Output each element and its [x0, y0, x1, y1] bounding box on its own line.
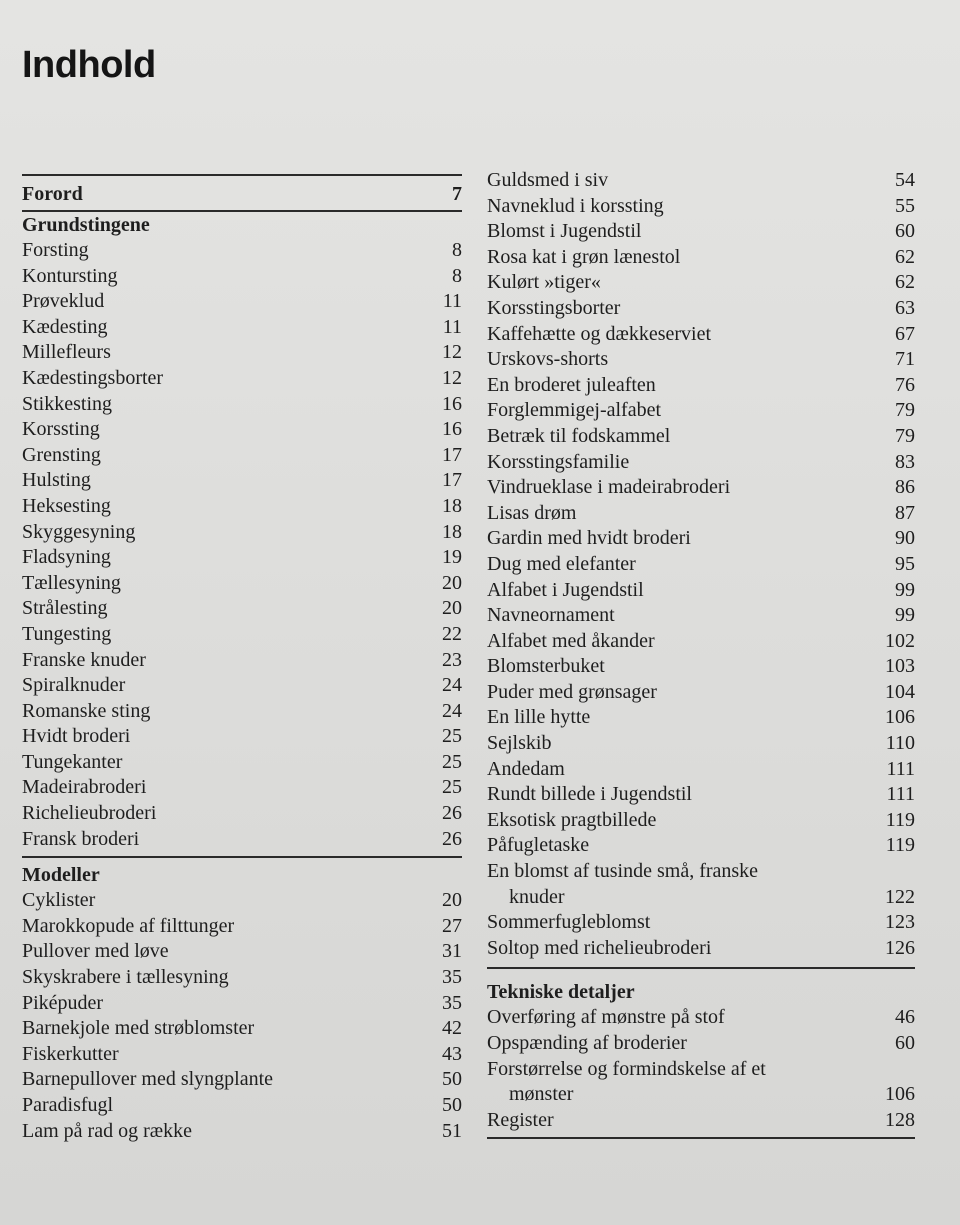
- entry-page: 17: [442, 443, 462, 466]
- entry-page: 20: [442, 889, 462, 912]
- entry-page: 35: [442, 991, 462, 1014]
- entry-page: 18: [442, 520, 462, 543]
- toc-entry: [487, 270, 915, 296]
- toc-entry: [487, 910, 915, 936]
- toc-entry: [22, 648, 462, 674]
- entry-page: 55: [895, 194, 915, 217]
- entry-title-line1: En blomst af tusinde små, franske: [487, 860, 759, 883]
- toc-entry: [22, 914, 462, 940]
- entry-page: 23: [442, 648, 462, 671]
- entry-title: Opspænding af broderier: [487, 1032, 687, 1054]
- entry-title: Alfabet i Jugendstil: [487, 578, 644, 601]
- entry-page: 83: [895, 450, 915, 473]
- toc-entry: [487, 168, 915, 194]
- toc-entry: [487, 808, 915, 834]
- section-heading-tekniske: Tekniske detaljer: [487, 981, 635, 1004]
- entry-title: Eksotisk pragtbillede: [487, 808, 657, 831]
- entry-title: Kulørt »tiger«: [487, 271, 601, 294]
- toc-entry: [487, 578, 915, 604]
- toc-entry: [487, 833, 915, 859]
- entry-title: Guldsmed i siv: [487, 169, 609, 191]
- entry-page: 119: [885, 808, 915, 831]
- entry-title: Blomst i Jugendstil: [487, 220, 642, 243]
- entry-page: 76: [895, 373, 915, 396]
- entry-title: Forsting: [22, 239, 89, 261]
- entry-title: Richelieubroderi: [22, 802, 157, 825]
- entry-page: 103: [885, 655, 915, 678]
- entry-page: 42: [442, 1017, 462, 1040]
- entry-title-line2: knuder: [509, 885, 565, 908]
- entry-title: Dug med elefanter: [487, 552, 636, 575]
- toc-entry: [487, 1031, 915, 1057]
- toc-entry: [487, 629, 915, 655]
- entry-title: Påfugletaske: [487, 834, 590, 857]
- toc-entry: [487, 1005, 915, 1031]
- entry-title: Tællesyning: [22, 571, 121, 594]
- entry-page: 79: [895, 424, 915, 447]
- toc-entry: [22, 366, 462, 392]
- entry-title: Betræk til fodskammel: [487, 424, 671, 447]
- toc-entry: [487, 680, 915, 706]
- toc-entry: [487, 424, 915, 450]
- entry-page: 27: [442, 914, 462, 937]
- entry-title: Kædestingsborter: [22, 366, 164, 389]
- entry-page: 20: [442, 597, 462, 620]
- toc-entry: [22, 801, 462, 827]
- toc-entry: [22, 417, 462, 443]
- entry-title: Prøveklud: [22, 290, 105, 313]
- entry-title: Korsstingsborter: [487, 296, 621, 319]
- entry-title: Register: [487, 1108, 554, 1131]
- entry-page: 60: [895, 220, 915, 243]
- entry-page: 126: [885, 936, 915, 959]
- toc-entry: [22, 1093, 462, 1119]
- entry-title: Korssting: [22, 418, 100, 441]
- toc-entry: [487, 731, 915, 757]
- entry-page: 63: [895, 296, 915, 319]
- entry-title: Blomsterbuket: [487, 655, 605, 678]
- entry-page: 122: [885, 885, 915, 908]
- entry-title: Rundt billede i Jugendstil: [487, 783, 692, 806]
- toc-entry: [22, 1067, 462, 1093]
- entry-title: Tungesting: [22, 622, 112, 645]
- entry-title: Hulsting: [22, 469, 91, 492]
- entry-page: 99: [895, 578, 915, 601]
- entry-page: 54: [895, 169, 915, 191]
- entry-page: 12: [442, 341, 462, 364]
- entry-page: 8: [452, 264, 462, 287]
- entry-page: 102: [885, 629, 915, 652]
- entry-title: Sommerfugleblomst: [487, 911, 651, 934]
- entry-title: Kaffehætte og dækkeserviet: [487, 322, 712, 345]
- entry-page: 90: [895, 527, 915, 550]
- toc-entry: [487, 373, 915, 399]
- entry-title: Spiralknuder: [22, 674, 126, 697]
- toc-entry: [487, 322, 915, 348]
- toc-entry: [487, 603, 915, 629]
- entry-title: Madeirabroderi: [22, 776, 147, 799]
- toc-entry-wrapped: [487, 1057, 915, 1108]
- entry-title: En lille hytte: [487, 706, 591, 729]
- toc-entry: [487, 782, 915, 808]
- entry-title: Navneornament: [487, 604, 615, 627]
- toc-entry: [22, 571, 462, 597]
- toc-entry: [22, 289, 462, 315]
- entry-title: Cyklister: [22, 889, 96, 912]
- entry-title: Alfabet med åkander: [487, 629, 655, 652]
- entry-page: 67: [895, 322, 915, 345]
- entry-page: 46: [895, 1006, 915, 1029]
- tekniske-list: [487, 1005, 915, 1056]
- entry-title: Navneklud i korssting: [487, 194, 664, 217]
- entry-page: 60: [895, 1032, 915, 1054]
- entry-page: 25: [442, 750, 462, 773]
- entry-page: 62: [895, 245, 915, 268]
- entry-page: 128: [885, 1108, 915, 1131]
- toc-entry: [22, 392, 462, 418]
- toc-entry: [22, 699, 462, 725]
- toc-entry: [22, 673, 462, 699]
- toc-entry: [22, 622, 462, 648]
- toc-entry: [487, 705, 915, 731]
- entry-page: 110: [885, 732, 915, 755]
- toc-entry: [22, 1016, 462, 1042]
- toc-entry: [22, 750, 462, 776]
- entry-page: 99: [895, 604, 915, 627]
- entry-title: Vindrueklase i madeirabroderi: [487, 476, 731, 499]
- entry-page: 8: [452, 239, 462, 261]
- entry-page: 11: [442, 315, 462, 338]
- toc-entry: [22, 827, 462, 853]
- entry-title: Korsstingsfamilie: [487, 450, 630, 473]
- entry-title: Urskovs-shorts: [487, 348, 609, 371]
- entry-page: 26: [442, 802, 462, 825]
- entry-title: Fiskerkutter: [22, 1042, 119, 1065]
- entry-title-line2: mønster: [509, 1083, 574, 1106]
- entry-title: Soltop med richelieubroderi: [487, 936, 712, 959]
- entry-page: 25: [442, 725, 462, 748]
- page-title: Indhold: [22, 44, 156, 86]
- section-heading-grundstingene: Grundstingene: [22, 214, 150, 236]
- toc-entry: [487, 526, 915, 552]
- entry-title: Lisas drøm: [487, 501, 577, 524]
- toc-entry: [22, 1042, 462, 1068]
- entry-page: 87: [895, 501, 915, 524]
- modeller-continued-list-end: [487, 910, 915, 961]
- entry-page: 79: [895, 399, 915, 422]
- entry-title: Forord: [22, 183, 83, 205]
- entry-title: Marokkopude af filttunger: [22, 914, 235, 937]
- toc-left-column: [22, 174, 462, 1144]
- toc-entry: [487, 475, 915, 501]
- toc-entry: [487, 398, 915, 424]
- toc-entry: [22, 775, 462, 801]
- toc-entry: [487, 936, 915, 962]
- entry-title: Sejlskib: [487, 732, 552, 755]
- entry-title: Skyskrabere i tællesyning: [22, 966, 229, 989]
- entry-page: 51: [442, 1119, 462, 1142]
- grundstingene-list: [22, 238, 462, 852]
- entry-title: Fladsyning: [22, 546, 111, 569]
- toc-entry: [22, 939, 462, 965]
- entry-page: 17: [442, 469, 462, 492]
- entry-title: Andedam: [487, 757, 565, 780]
- entry-page: 111: [886, 783, 915, 806]
- toc-entry: [487, 219, 915, 245]
- entry-title: Franske knuder: [22, 648, 146, 671]
- toc-entry: [22, 238, 462, 264]
- toc-entry: [22, 991, 462, 1017]
- entry-title-line1: Forstørrelse og formindskelse af et: [487, 1057, 766, 1080]
- entry-page: 86: [895, 476, 915, 499]
- entry-title: Kædesting: [22, 315, 108, 338]
- toc-entry: [487, 245, 915, 271]
- toc-entry: [22, 965, 462, 991]
- toc-entry: [487, 654, 915, 680]
- entry-page: 31: [442, 940, 462, 963]
- entry-page: 50: [442, 1068, 462, 1091]
- entry-page: 62: [895, 271, 915, 294]
- toc-entry: [487, 347, 915, 373]
- entry-title: Barnekjole med strøblomster: [22, 1017, 255, 1040]
- entry-title: Rosa kat i grøn lænestol: [487, 245, 681, 268]
- entry-page: 26: [442, 827, 462, 850]
- toc-entry: [487, 501, 915, 527]
- toc-entry: [22, 596, 462, 622]
- entry-page: 7: [452, 183, 462, 205]
- entry-page: 71: [895, 348, 915, 371]
- modeller-list: [22, 888, 462, 1144]
- divider: [22, 856, 462, 858]
- entry-page: 123: [885, 911, 915, 934]
- entry-title: Pullover med løve: [22, 940, 169, 963]
- entry-title: Piképuder: [22, 991, 104, 1014]
- entry-title: Tungekanter: [22, 750, 123, 773]
- entry-title: Romanske sting: [22, 699, 151, 722]
- entry-title: Stikkesting: [22, 392, 113, 415]
- toc-entry: [22, 520, 462, 546]
- section-heading-modeller: Modeller: [22, 864, 100, 887]
- toc-entry: [487, 296, 915, 322]
- toc-entry: [487, 757, 915, 783]
- entry-page: 111: [886, 757, 915, 780]
- tekniske-list-end: [487, 1108, 915, 1134]
- toc-entry: [22, 264, 462, 290]
- entry-title: Barnepullover med slyngplante: [22, 1068, 274, 1091]
- toc-right-column: [487, 168, 915, 1139]
- entry-title: Gardin med hvidt broderi: [487, 527, 691, 550]
- entry-title: Forglemmigej-alfabet: [487, 399, 662, 422]
- entry-page: 50: [442, 1094, 462, 1116]
- entry-title: Kontursting: [22, 264, 118, 287]
- entry-page: 106: [885, 706, 915, 729]
- entry-page: 43: [442, 1042, 462, 1065]
- entry-page: 119: [885, 834, 915, 857]
- toc-entry-forord: [22, 176, 462, 210]
- toc-entry: [22, 1119, 462, 1145]
- entry-title: Millefleurs: [22, 341, 111, 364]
- entry-page: 25: [442, 776, 462, 799]
- entry-page: 22: [442, 622, 462, 645]
- entry-page: 24: [442, 674, 462, 697]
- toc-entry-wrapped: [487, 859, 915, 910]
- entry-title: Skyggesyning: [22, 520, 136, 543]
- toc-entry: [22, 724, 462, 750]
- toc-entry: [22, 888, 462, 914]
- entry-page: 12: [442, 366, 462, 389]
- entry-title: Lam på rad og række: [22, 1119, 192, 1142]
- modeller-continued-list: [487, 168, 915, 859]
- toc-entry: [22, 494, 462, 520]
- toc-entry: [487, 194, 915, 220]
- entry-page: 11: [442, 290, 462, 313]
- entry-title: Puder med grønsager: [487, 680, 657, 703]
- toc-entry: [487, 1108, 915, 1134]
- toc-entry: [22, 468, 462, 494]
- entry-page: 18: [442, 494, 462, 517]
- entry-page: 19: [442, 546, 462, 569]
- toc-entry: [22, 315, 462, 341]
- divider: [487, 1137, 915, 1139]
- toc-entry: [22, 443, 462, 469]
- entry-page: 106: [885, 1083, 915, 1106]
- entry-page: 20: [442, 571, 462, 594]
- entry-title: Fransk broderi: [22, 827, 140, 850]
- entry-page: 16: [442, 418, 462, 441]
- entry-title: Grensting: [22, 443, 101, 466]
- entry-page: 95: [895, 552, 915, 575]
- entry-title: Strålesting: [22, 597, 108, 620]
- entry-title: Hvidt broderi: [22, 725, 131, 748]
- toc-entry: [487, 552, 915, 578]
- entry-title: En broderet juleaften: [487, 373, 656, 396]
- entry-page: 104: [885, 680, 915, 703]
- toc-entry: [22, 340, 462, 366]
- entry-title: Heksesting: [22, 494, 111, 517]
- toc-entry: [487, 450, 915, 476]
- entry-title: Overføring af mønstre på stof: [487, 1006, 725, 1029]
- entry-title: Paradisfugl: [22, 1094, 114, 1116]
- entry-page: 35: [442, 966, 462, 989]
- entry-page: 24: [442, 699, 462, 722]
- entry-page: 16: [442, 392, 462, 415]
- toc-entry: [22, 545, 462, 571]
